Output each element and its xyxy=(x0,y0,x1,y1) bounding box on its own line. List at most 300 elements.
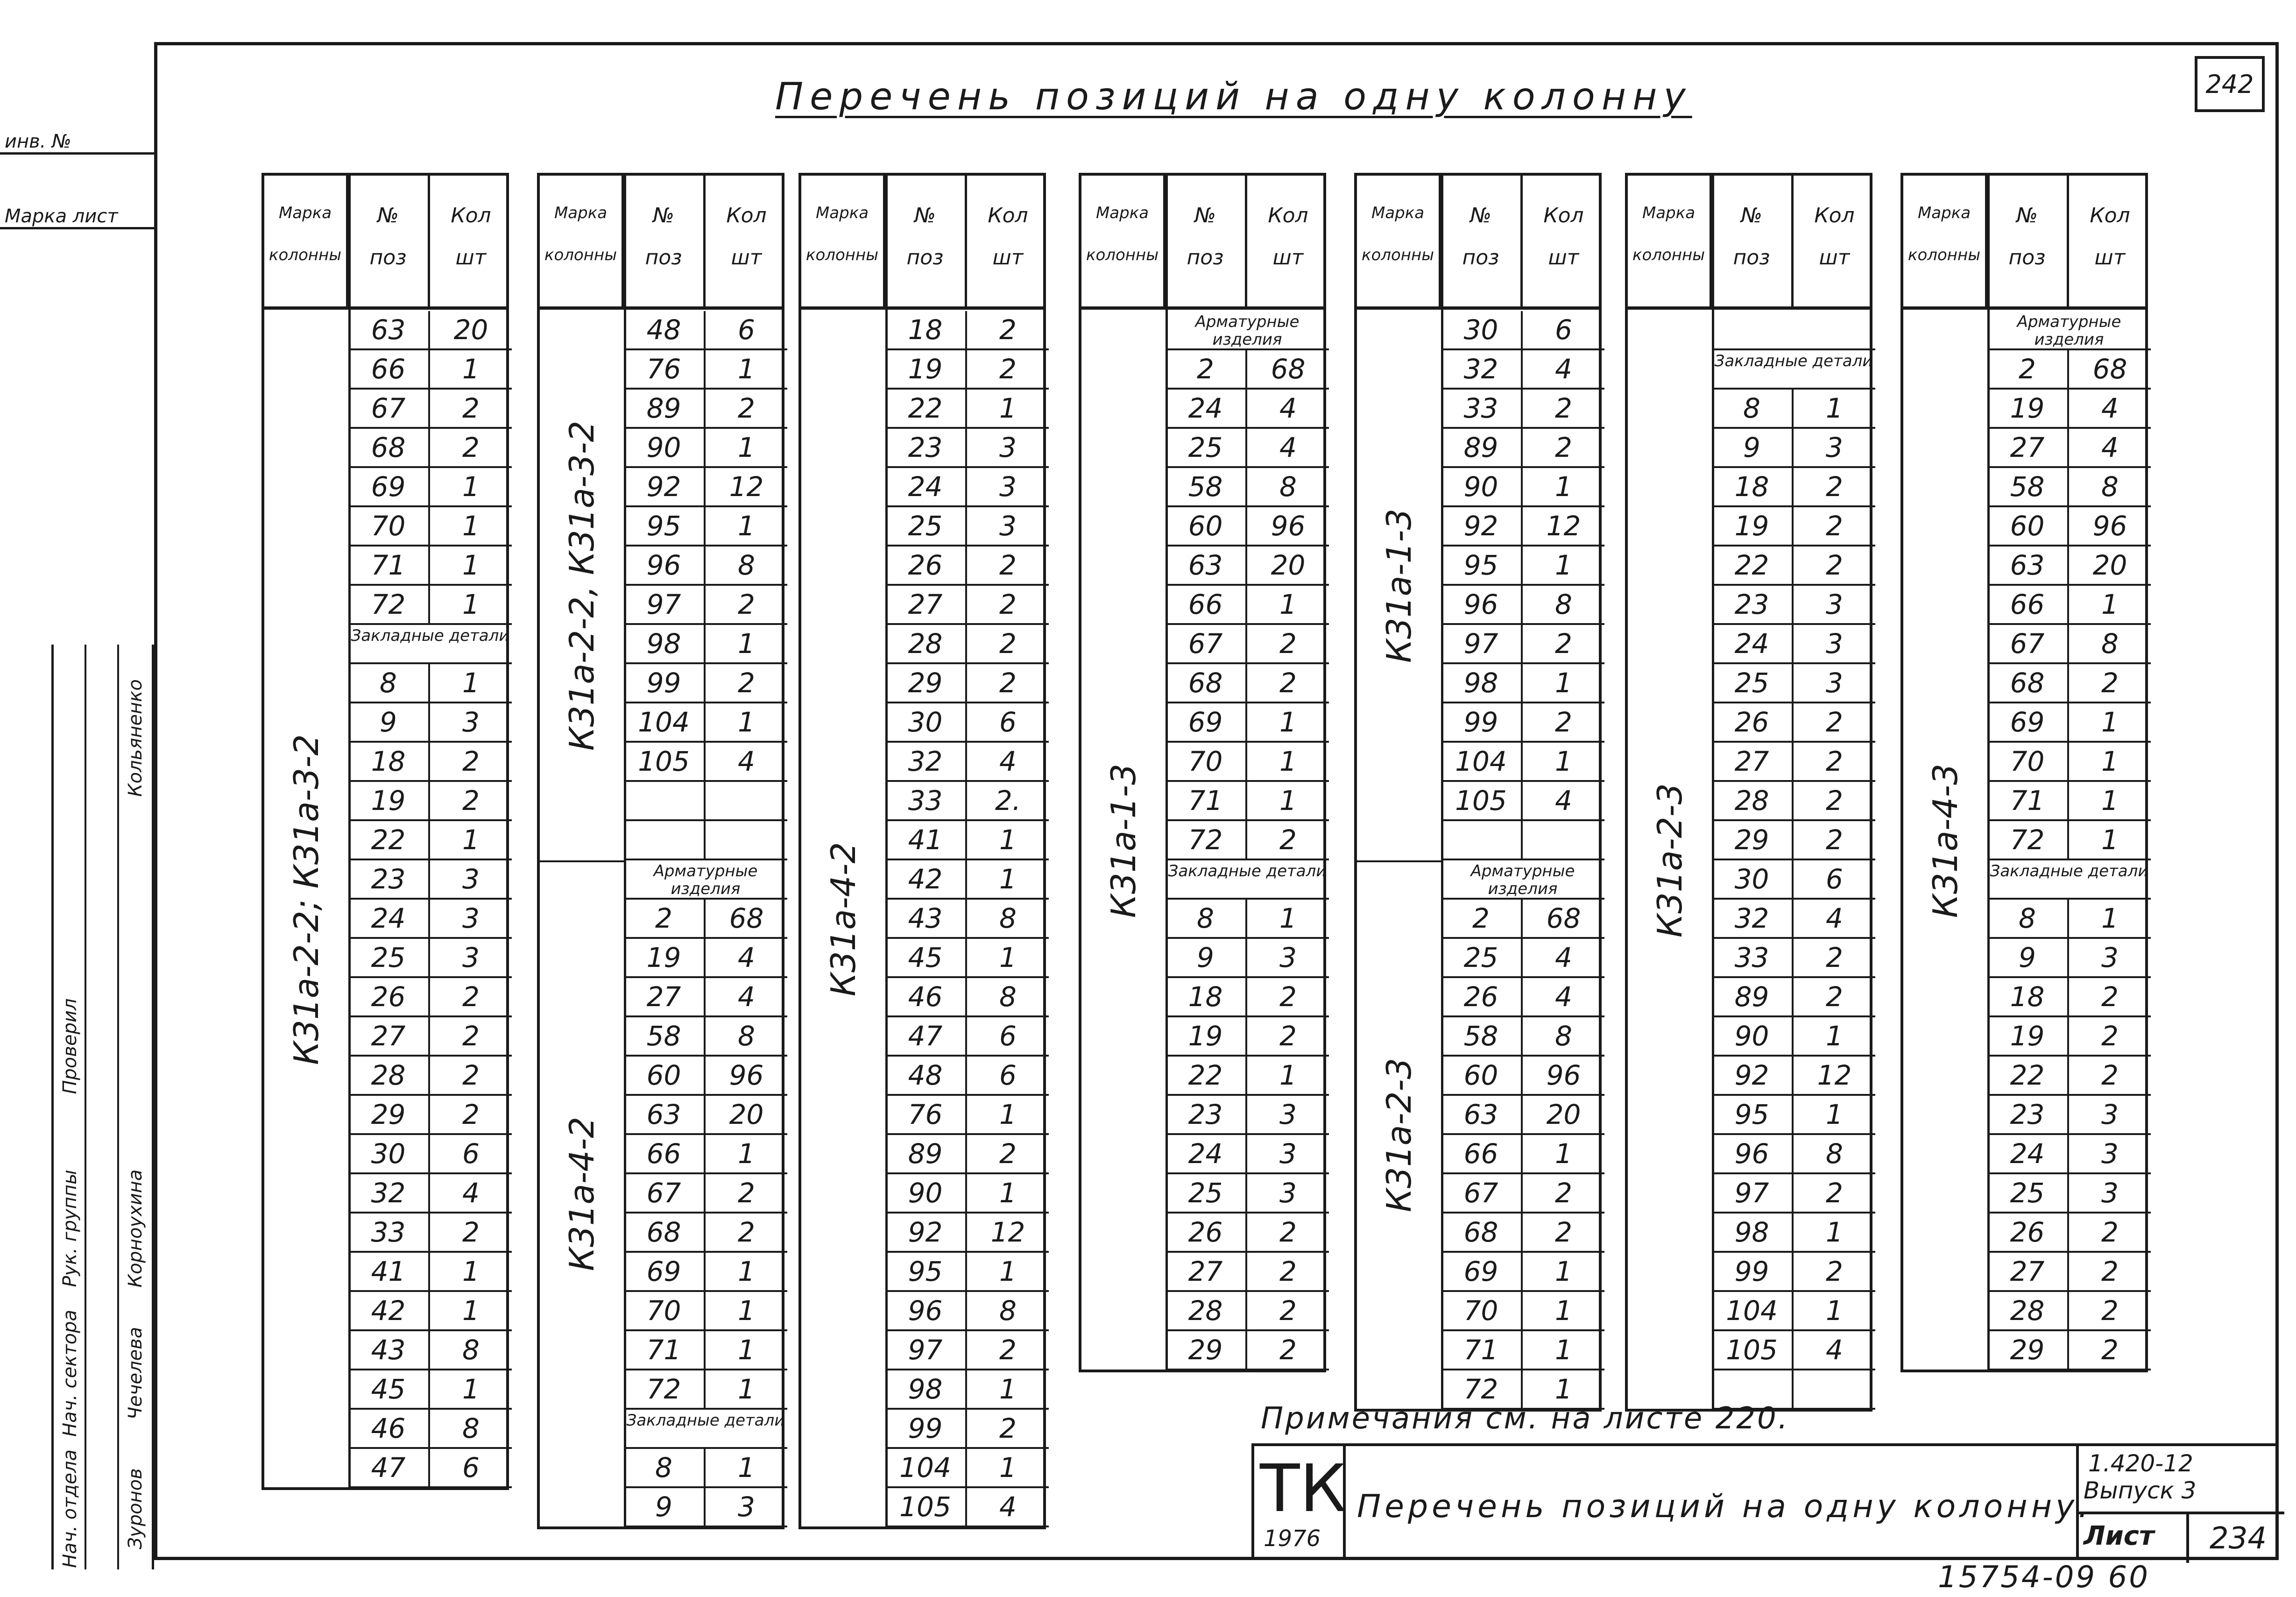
quantity: 1 xyxy=(462,589,480,620)
table-row xyxy=(1987,1017,2151,1057)
table-row xyxy=(1987,821,2151,860)
table-row xyxy=(885,1292,1049,1331)
position-number: 63 xyxy=(1987,547,2069,584)
quantity: 2 xyxy=(1826,1177,1843,1209)
position-number: 70 xyxy=(624,1292,706,1329)
table-row xyxy=(1166,350,1329,390)
position-number: 32 xyxy=(1441,350,1523,388)
quantity: 1 xyxy=(999,1099,1017,1130)
position-number: 28 xyxy=(348,1057,430,1094)
table-row xyxy=(1441,900,1604,939)
position-number: 32 xyxy=(885,743,967,780)
position-number: 25 xyxy=(1166,1174,1247,1212)
header-qty-line2: шт xyxy=(1819,246,1850,270)
position-number: 71 xyxy=(348,547,430,584)
quantity: 8 xyxy=(999,1295,1017,1327)
position-number: 23 xyxy=(885,429,967,466)
position-number: 8 xyxy=(624,1449,706,1486)
quantity: 1 xyxy=(738,1138,755,1170)
table-row xyxy=(624,743,787,782)
position-number: 24 xyxy=(1712,625,1794,662)
position-number: 24 xyxy=(348,900,430,937)
table-row xyxy=(624,1370,787,1410)
quantity: 4 xyxy=(738,981,755,1013)
table-row xyxy=(1987,586,2151,625)
position-number: 72 xyxy=(348,586,430,623)
quantity: 2 xyxy=(462,785,480,816)
header-pos xyxy=(1441,176,1523,306)
quantity: 3 xyxy=(1826,667,1843,699)
position-number: 46 xyxy=(348,1410,430,1447)
table-row xyxy=(1441,1135,1604,1174)
quantity: 2 xyxy=(1279,667,1297,699)
position-number: 30 xyxy=(348,1135,430,1172)
quantity: 2 xyxy=(1555,628,1572,660)
table-row xyxy=(348,860,512,900)
quantity: 1 xyxy=(462,1373,480,1405)
quantity: 2 xyxy=(462,1020,480,1052)
position-number: 26 xyxy=(1166,1214,1247,1251)
position-number: 67 xyxy=(1441,1174,1523,1212)
quantity: 6 xyxy=(1555,314,1572,346)
position-number: 2 xyxy=(1166,350,1247,388)
header-qty-line2: шт xyxy=(1272,246,1304,270)
quantity: 3 xyxy=(999,432,1017,463)
table-row xyxy=(1712,900,1875,939)
table-row xyxy=(1166,390,1329,429)
position-number: 47 xyxy=(885,1017,967,1055)
quantity: 1 xyxy=(738,1256,755,1287)
table-row xyxy=(1166,821,1329,860)
table-row xyxy=(1166,978,1329,1017)
quantity: 8 xyxy=(2101,471,2119,503)
quantity: 2 xyxy=(1279,981,1297,1013)
quantity: 2 xyxy=(1826,1256,1843,1287)
position-number: 28 xyxy=(1987,1292,2069,1329)
table-row xyxy=(1441,1292,1604,1331)
quantity: 4 xyxy=(1555,353,1572,385)
title-block xyxy=(1251,1443,2279,1560)
table-row xyxy=(624,1017,787,1057)
table-row xyxy=(1166,782,1329,821)
table-row xyxy=(624,900,787,939)
position-number xyxy=(624,821,706,859)
position-number: 98 xyxy=(885,1370,967,1408)
position-number: 30 xyxy=(1712,860,1794,898)
position-number: 41 xyxy=(885,821,967,859)
quantity: 8 xyxy=(738,1020,755,1052)
quantity: 1 xyxy=(999,392,1017,424)
table-row xyxy=(1712,1292,1875,1331)
header-mark xyxy=(264,176,348,306)
position-number: 19 xyxy=(1166,1017,1247,1055)
header-mark-line1: Марка xyxy=(554,204,608,222)
position-number: 70 xyxy=(1441,1292,1523,1329)
quantity: 8 xyxy=(999,902,1017,934)
table-row xyxy=(885,860,1049,900)
table-row xyxy=(1712,860,1875,900)
position-number: 70 xyxy=(348,507,430,545)
quantity: 1 xyxy=(1826,1216,1843,1248)
section-heading: Закладные детали xyxy=(1166,860,1329,900)
quantity: 1 xyxy=(2101,785,2119,816)
table-row xyxy=(348,821,512,860)
position-number: 105 xyxy=(1441,782,1523,819)
table-row xyxy=(348,1370,512,1410)
table-row xyxy=(624,311,787,350)
section-heading: Арматурные изделия xyxy=(1166,311,1329,350)
position-table xyxy=(1900,173,2148,1372)
position-number: 2 xyxy=(1441,900,1523,937)
table-row xyxy=(624,978,787,1017)
quantity: 1 xyxy=(1279,745,1297,777)
position-number: 25 xyxy=(1987,1174,2069,1212)
quantity: 1 xyxy=(999,1373,1017,1405)
quantity: 1 xyxy=(1555,1295,1572,1327)
quantity: 1 xyxy=(2101,706,2119,738)
quantity: 2 xyxy=(1279,1020,1297,1052)
quantity: 2 xyxy=(999,628,1017,660)
quantity: 3 xyxy=(462,942,480,973)
position-number: 18 xyxy=(885,311,967,348)
position-number: 98 xyxy=(624,625,706,662)
quantity: 68 xyxy=(729,902,764,934)
table-row xyxy=(624,782,787,821)
table-row xyxy=(885,664,1049,703)
position-number: 27 xyxy=(1712,743,1794,780)
table-row xyxy=(1712,782,1875,821)
quantity: 2 xyxy=(1826,785,1843,816)
quantity: 6 xyxy=(738,314,755,346)
quantity: 12 xyxy=(1546,510,1581,542)
quantity: 2 xyxy=(999,1334,1017,1366)
table-row xyxy=(1441,939,1604,978)
quantity: 4 xyxy=(999,1491,1017,1523)
table-row xyxy=(1441,625,1604,664)
table-row xyxy=(1712,390,1875,429)
table-row xyxy=(1441,468,1604,507)
table-row xyxy=(624,468,787,507)
table-header xyxy=(264,176,506,310)
header-pos xyxy=(1166,176,1247,306)
position-number: 96 xyxy=(885,1292,967,1329)
quantity: 3 xyxy=(1279,1099,1297,1130)
section-heading: Арматурные изделия xyxy=(1987,311,2151,350)
table-row xyxy=(1441,703,1604,743)
quantity: 2 xyxy=(1555,432,1572,463)
position-number: 104 xyxy=(885,1449,967,1486)
position-number: 43 xyxy=(348,1331,430,1369)
table-row xyxy=(885,390,1049,429)
position-number: 90 xyxy=(885,1174,967,1212)
table-row xyxy=(1712,1253,1875,1292)
quantity: 2 xyxy=(1826,745,1843,777)
quantity: 3 xyxy=(999,471,1017,503)
position-number: 26 xyxy=(348,978,430,1015)
table-row xyxy=(1166,1096,1329,1135)
column-mark-label: К31а-4-2 xyxy=(824,842,863,997)
quantity: 2. xyxy=(995,785,1021,816)
table-row xyxy=(1712,743,1875,782)
position-number: 19 xyxy=(1987,1017,2069,1055)
table-row xyxy=(348,1135,512,1174)
position-number: 70 xyxy=(1166,743,1247,780)
table-row xyxy=(1987,978,2151,1017)
section-heading xyxy=(1712,311,1875,350)
table-row xyxy=(1441,1017,1604,1057)
position-number: 63 xyxy=(624,1096,706,1133)
position-number: 104 xyxy=(1441,743,1523,780)
position-number: 67 xyxy=(348,390,430,427)
table-row xyxy=(885,821,1049,860)
position-number: 97 xyxy=(885,1331,967,1369)
column-mark-label: К31а-4-3 xyxy=(1926,763,1965,918)
position-number: 67 xyxy=(1166,625,1247,662)
table-row xyxy=(1441,1214,1604,1253)
quantity: 1 xyxy=(738,1452,755,1483)
position-number: 32 xyxy=(1712,900,1794,937)
stamp-right-cell xyxy=(2076,1446,2284,1560)
quantity: 1 xyxy=(999,1452,1017,1483)
table-row xyxy=(885,1096,1049,1135)
position-number: 48 xyxy=(885,1057,967,1094)
table-row xyxy=(885,1214,1049,1253)
position-number: 95 xyxy=(1441,547,1523,584)
section-heading: Арматурные изделия xyxy=(1441,860,1604,900)
header-qty-line2: шт xyxy=(455,246,487,270)
table-row xyxy=(1166,743,1329,782)
header-pos xyxy=(885,176,967,306)
quantity: 1 xyxy=(738,353,755,385)
header-pos xyxy=(1712,176,1794,306)
table-row xyxy=(1712,1057,1875,1096)
quantity: 2 xyxy=(1826,981,1843,1013)
header-qty xyxy=(1794,176,1875,306)
quantity: 3 xyxy=(738,1491,755,1523)
quantity: 20 xyxy=(453,314,488,346)
stamp-title: Перечень позиций на одну колонну. xyxy=(1357,1488,2092,1525)
position-number: 29 xyxy=(1166,1331,1247,1369)
table-row xyxy=(1166,1331,1329,1370)
quantity: 1 xyxy=(1279,589,1297,620)
position-number: 26 xyxy=(885,547,967,584)
position-number: 90 xyxy=(624,429,706,466)
position-number: 43 xyxy=(885,900,967,937)
header-qty-line2: шт xyxy=(992,246,1024,270)
sidebar-signatures-col xyxy=(86,645,119,1569)
quantity: 2 xyxy=(462,745,480,777)
position-number: 41 xyxy=(348,1253,430,1290)
table-row xyxy=(1987,1214,2151,1253)
quantity: 2 xyxy=(999,1412,1017,1444)
quantity: 1 xyxy=(738,628,755,660)
quantity: 2 xyxy=(1279,1256,1297,1287)
quantity: 2 xyxy=(1826,706,1843,738)
group-divider xyxy=(1357,860,1441,862)
quantity: 1 xyxy=(2101,824,2119,856)
quantity: 2 xyxy=(1826,471,1843,503)
position-number: 63 xyxy=(1166,547,1247,584)
table-row xyxy=(624,1096,787,1135)
header-mark-line1: Марка xyxy=(1642,204,1696,222)
header-mark xyxy=(1628,176,1712,306)
position-number: 66 xyxy=(624,1135,706,1172)
table-row xyxy=(1712,586,1875,625)
header-pos-line1: № xyxy=(1194,204,1216,227)
stamp-sheet-cell xyxy=(2079,1512,2284,1563)
quantity: 8 xyxy=(1555,589,1572,620)
table-row xyxy=(1712,468,1875,507)
quantity: 2 xyxy=(999,667,1017,699)
table-row xyxy=(348,782,512,821)
table-row xyxy=(624,350,787,390)
position-number: 32 xyxy=(348,1174,430,1212)
table-row xyxy=(624,1214,787,1253)
table-row xyxy=(1166,1174,1329,1214)
position-number: 69 xyxy=(624,1253,706,1290)
position-number: 95 xyxy=(1712,1096,1794,1133)
position-number: 89 xyxy=(1712,978,1794,1015)
header-mark-line1: Марка xyxy=(278,204,332,222)
quantity: 1 xyxy=(1826,1295,1843,1327)
position-number: 46 xyxy=(885,978,967,1015)
quantity: 1 xyxy=(1555,1256,1572,1287)
position-number: 30 xyxy=(885,703,967,741)
quantity: 1 xyxy=(999,863,1017,895)
position-number: 45 xyxy=(885,939,967,976)
position-number: 33 xyxy=(885,782,967,819)
table-row xyxy=(1712,507,1875,547)
position-number: 98 xyxy=(1441,664,1523,702)
quantity: 4 xyxy=(1826,1334,1843,1366)
quantity: 2 xyxy=(462,1099,480,1130)
header-pos-line1: № xyxy=(653,204,674,227)
position-number: 99 xyxy=(1712,1253,1794,1290)
table-row xyxy=(624,1449,787,1488)
quantity: 3 xyxy=(1279,942,1297,973)
position-number: 71 xyxy=(1166,782,1247,819)
table-row xyxy=(1987,507,2151,547)
position-number: 96 xyxy=(1441,586,1523,623)
table-row xyxy=(1441,664,1604,703)
section-heading: Закладные детали xyxy=(624,1410,787,1449)
quantity: 8 xyxy=(999,981,1017,1013)
quantity: 1 xyxy=(999,1177,1017,1209)
header-pos-line2: поз xyxy=(645,246,682,270)
position-number: 2 xyxy=(624,900,706,937)
quantity: 3 xyxy=(462,902,480,934)
table-row xyxy=(1441,1331,1604,1370)
quantity: 2 xyxy=(2101,1256,2119,1287)
header-pos-line2: поз xyxy=(2008,246,2046,270)
table-row xyxy=(348,547,512,586)
page-title: Перечень позиций на одну колонну xyxy=(775,75,1692,118)
table-row xyxy=(348,1410,512,1449)
table-row xyxy=(1987,1292,2151,1331)
position-number: 63 xyxy=(1441,1096,1523,1133)
stamp-year: 1976 xyxy=(1264,1526,1321,1552)
table-row xyxy=(1441,1253,1604,1292)
position-number: 71 xyxy=(1441,1331,1523,1369)
position-number: 72 xyxy=(1441,1370,1523,1408)
table-row xyxy=(1987,782,2151,821)
quantity: 6 xyxy=(462,1452,480,1483)
position-number: 28 xyxy=(885,625,967,662)
position-number: 66 xyxy=(1166,586,1247,623)
position-number: 105 xyxy=(1712,1331,1794,1369)
column-mark-label: К31а-2-2, К31а-3-2 xyxy=(562,420,601,751)
table-row xyxy=(1987,703,2151,743)
quantity: 1 xyxy=(462,510,480,542)
table-row xyxy=(885,429,1049,468)
position-number: 27 xyxy=(1987,1253,2069,1290)
quantity: 2 xyxy=(738,667,755,699)
quantity: 2 xyxy=(1279,1216,1297,1248)
header-mark xyxy=(1357,176,1441,306)
quantity: 1 xyxy=(1555,471,1572,503)
position-number: 9 xyxy=(1987,939,2069,976)
table-row xyxy=(1441,350,1604,390)
left-label-inv: инв. № xyxy=(0,131,154,155)
position-number: 33 xyxy=(348,1214,430,1251)
quantity: 2 xyxy=(999,549,1017,581)
position-number: 68 xyxy=(1166,664,1247,702)
position-number: 68 xyxy=(1441,1214,1523,1251)
table-row xyxy=(1166,664,1329,703)
table-row xyxy=(1712,625,1875,664)
table-row xyxy=(1441,547,1604,586)
column-mark-label: К31а-1-3 xyxy=(1104,763,1143,918)
quantity: 2 xyxy=(738,392,755,424)
table-row xyxy=(624,390,787,429)
position-number: 27 xyxy=(624,978,706,1015)
position-number: 22 xyxy=(885,390,967,427)
header-qty xyxy=(967,176,1049,306)
position-number: 90 xyxy=(1441,468,1523,505)
table-row xyxy=(885,978,1049,1017)
quantity: 2 xyxy=(462,392,480,424)
position-number: 23 xyxy=(348,860,430,898)
position-number: 9 xyxy=(624,1488,706,1526)
quantity: 1 xyxy=(1555,1334,1572,1366)
position-number: 104 xyxy=(1712,1292,1794,1329)
quantity: 8 xyxy=(1555,1020,1572,1052)
position-number: 69 xyxy=(1987,703,2069,741)
position-number: 72 xyxy=(1166,821,1247,859)
table-row xyxy=(885,1135,1049,1174)
position-number: 23 xyxy=(1712,586,1794,623)
table-row xyxy=(624,1135,787,1174)
header-mark xyxy=(540,176,624,306)
quantity: 3 xyxy=(1826,628,1843,660)
header-pos xyxy=(1987,176,2069,306)
table-row xyxy=(885,586,1049,625)
table-row xyxy=(1441,586,1604,625)
position-number: 48 xyxy=(624,311,706,348)
position-number: 25 xyxy=(1712,664,1794,702)
table-row xyxy=(1712,664,1875,703)
quantity: 3 xyxy=(462,863,480,895)
position-number: 67 xyxy=(1987,625,2069,662)
position-number: 8 xyxy=(1712,390,1794,427)
table-row xyxy=(1166,1253,1329,1292)
position-number: 76 xyxy=(624,350,706,388)
name-1: Зуронов xyxy=(125,1468,146,1549)
quantity: 1 xyxy=(1555,1373,1572,1405)
column-mark-label: К31а-4-2 xyxy=(562,1116,601,1271)
table-row xyxy=(624,1253,787,1292)
position-number: 68 xyxy=(1987,664,2069,702)
